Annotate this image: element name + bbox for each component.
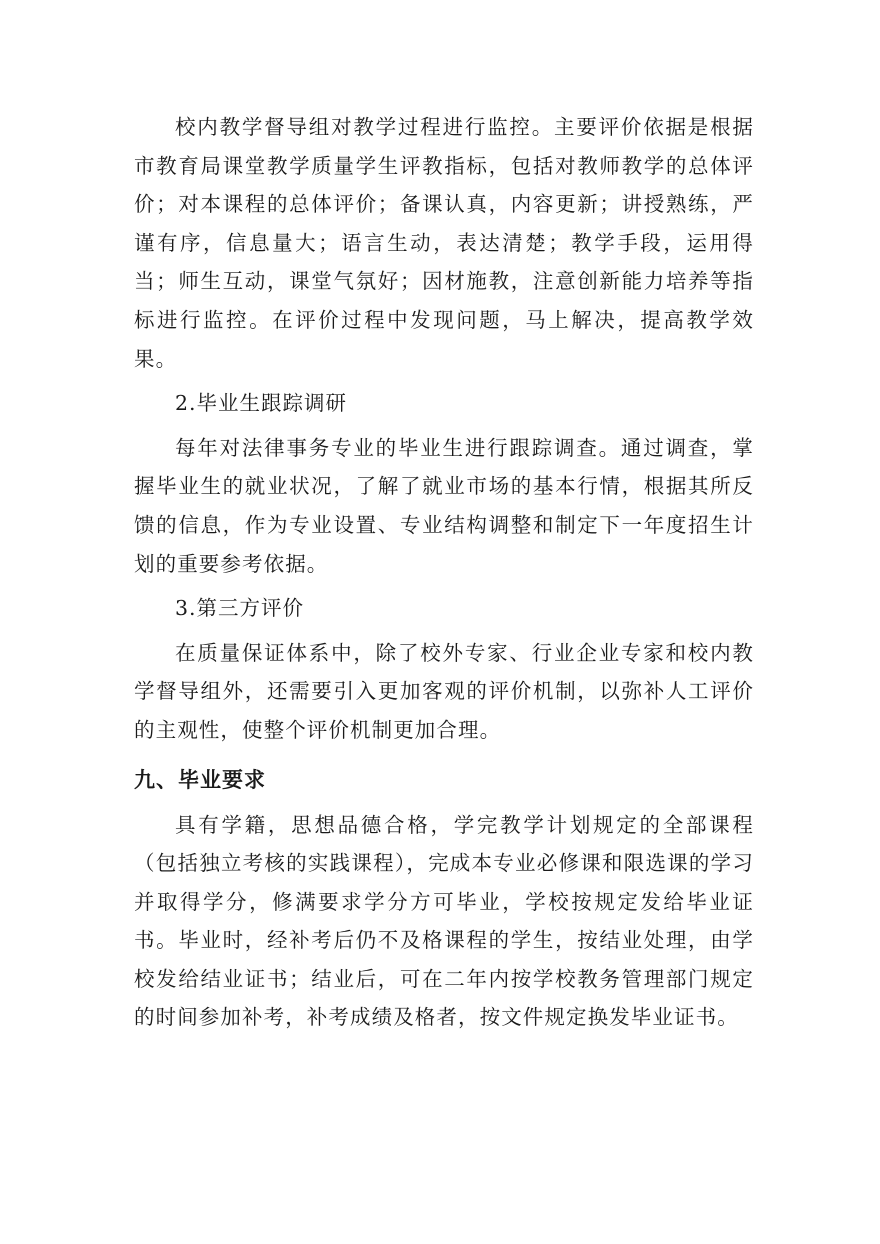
paragraph-graduate-tracking: 每年对法律事务专业的毕业生进行跟踪调查。通过调查，掌握毕业生的就业状况，了解了就业市场的基本行情，根据其所反馈的信息，作为专业设置、专业结构调整和制定下一年度招生计划的重要参考依据。: [134, 435, 754, 576]
document-body: [134, 108, 754, 1037]
subheading-graduate-tracking: 2.毕业生跟踪调研: [175, 391, 348, 416]
paragraph-graduation-requirements: 具有学籍，思想品德合格，学完教学计划规定的全部课程（包括独立考核的实践课程），完成本专业必修课和限选课的学习并取得学分，修满要求学分方可毕业，学校按规定发给毕业证书。毕业时，经补考后仍不及格课程的学生，按结业处理，由学校发给结业证书；结业后，可在二年内按学校教务管理部门规定的时间参加补考，补考成绩及格者，按文件规定换发毕业证书。: [134, 812, 754, 1030]
paragraph-teaching-supervision: 校内教学督导组对教学过程进行监控。主要评价依据是根据市教育局课堂教学质量学生评教指标，包括对教师教学的总体评价；对本课程的总体评价；备课认真，内容更新；讲授熟练，严谨有序，信息量大；语言生动，表达清楚；教学手段，运用得当；师生互动，课堂气氛好；因材施教，注意创新能力培养等指标进行监控。在评价过程中发现问题，马上解决，提高教学效果。: [134, 115, 754, 371]
section-heading-graduation-requirements: 九、毕业要求: [134, 767, 266, 792]
subheading-third-party-evaluation: 3.第三方评价: [175, 596, 305, 621]
paragraph-third-party-evaluation: 在质量保证体系中，除了校外专家、行业企业专家和校内教学督导组外，还需要引入更加客观的评价机制，以弥补人工评价的主观性，使整个评价机制更加合理。: [134, 640, 754, 742]
